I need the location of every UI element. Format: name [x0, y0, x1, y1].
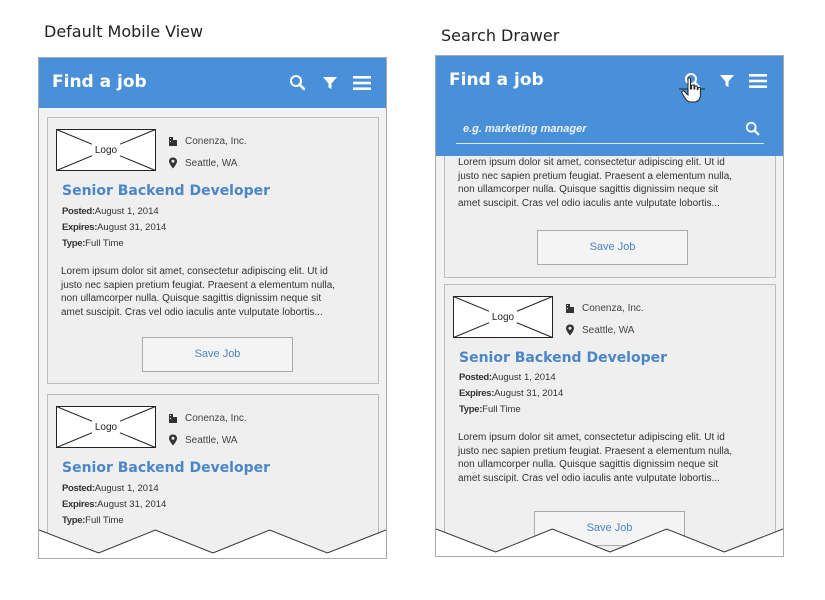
posted-date: Posted:August 1, 2014 [459, 372, 556, 383]
building-icon [168, 412, 178, 424]
caption-default-mobile-view: Default Mobile View [44, 22, 204, 41]
phone-default-view [38, 57, 387, 559]
company-logo-placeholder [56, 129, 156, 171]
search-input[interactable]: e.g. marketing manager [463, 123, 587, 135]
logo-label: Logo [94, 422, 118, 433]
job-type: Type:Full Time [459, 404, 521, 415]
job-title-link[interactable]: Senior Backend Developer [62, 183, 271, 199]
expires-date: Expires:August 31, 2014 [62, 222, 167, 233]
torn-edge [436, 516, 783, 556]
logo-label: Logo [491, 312, 515, 323]
expires-date: Expires:August 31, 2014 [459, 388, 564, 399]
posted-date: Posted:August 1, 2014 [62, 483, 159, 494]
torn-edge [39, 520, 386, 559]
filter-icon[interactable] [321, 74, 339, 92]
company-logo-placeholder [453, 296, 553, 338]
job-card: Logo Conenza, Inc. Seattle, WA Senior Backend Developer Posted:August 1, 2014 Expires:August 31, 2014 Type:Full Time Lorem ipsum dolor sit amet, consectetur adipiscing elit. Ut id justo nec sapien pretium feugiat. Praesent a elementum nulla, non ullamcorper nulla. Quisque sagittis dignissim neque sit amet suscipit. Cras vel odio iaculis ante vulputate lobortis... Save Job [47, 117, 379, 384]
job-description: Lorem ipsum dolor sit amet, consectetur adipiscing elit. Ut id justo nec sapien pretium feugiat. Praesent a elementum nulla, non ullamcorper nulla. Quisque sagittis dignissim neque sit amet suscipit. Cras vel odio iaculis ante vulputate lobortis... [458, 157, 733, 209]
building-icon [168, 135, 178, 147]
save-job-button[interactable]: Save Job [534, 511, 685, 546]
search-submit-icon[interactable] [745, 121, 761, 137]
logo-label: Logo [94, 145, 118, 156]
app-title: Find a job [449, 70, 544, 90]
expires-date: Expires:August 31, 2014 [62, 499, 167, 510]
app-header [39, 58, 386, 108]
save-job-button[interactable]: Save Job [142, 337, 293, 372]
filter-icon[interactable] [718, 72, 736, 90]
map-pin-icon [168, 157, 178, 169]
company-logo-placeholder [56, 406, 156, 448]
job-title-link[interactable]: Senior Backend Developer [459, 350, 668, 366]
menu-icon[interactable] [748, 72, 768, 90]
app-header [436, 56, 783, 106]
search-icon[interactable] [289, 74, 307, 92]
hand-cursor-icon [679, 76, 705, 106]
search-underline [456, 143, 764, 144]
save-job-button[interactable]: Save Job [537, 230, 688, 265]
search-drawer [436, 106, 783, 156]
app-title: Find a job [52, 72, 147, 92]
map-pin-icon [168, 434, 178, 446]
job-card: Logo Conenza, Inc. Seattle, WA Senior Backend Developer Posted:August 1, 2014 Expires:August 31, 2014 Type:Full Time [47, 394, 379, 559]
caption-search-drawer: Search Drawer [441, 26, 560, 45]
job-type: Type:Full Time [62, 238, 124, 249]
menu-icon[interactable] [352, 74, 372, 92]
job-title-link[interactable]: Senior Backend Developer [62, 460, 271, 476]
job-description: Lorem ipsum dolor sit amet, consectetur adipiscing elit. Ut id justo nec sapien pretium feugiat. Praesent a elementum nulla, non ullamcorper nulla. Quisque sagittis dignissim neque sit amet suscipit. Cras vel odio iaculis ante vulputate lobortis... [61, 266, 336, 318]
job-type: Type:Full Time [62, 515, 124, 526]
job-card: Logo Conenza, Inc. Seattle, WA Senior Backend Developer Posted:August 1, 2014 Expires:August 31, 2014 Type:Full Time Lorem ipsum dolor sit amet, consectetur adipiscing elit. Ut id justo nec sapien pretium feugiat. Praesent a elementum nulla, non ullamcorper nulla. Quisque sagittis dignissim neque sit amet suscipit. Cras vel odio iaculis ante vulputate lobortis... Save Job [444, 284, 776, 557]
posted-date: Posted:August 1, 2014 [62, 206, 159, 217]
map-pin-icon [565, 324, 575, 336]
phone-search-drawer [435, 55, 784, 557]
building-icon [565, 302, 575, 314]
job-description: Lorem ipsum dolor sit amet, consectetur adipiscing elit. Ut id justo nec sapien pretium feugiat. Praesent a elementum nulla, non ullamcorper nulla. Quisque sagittis dignissim neque sit amet suscipit. Cras vel odio iaculis ante vulputate lobortis... [458, 432, 733, 484]
